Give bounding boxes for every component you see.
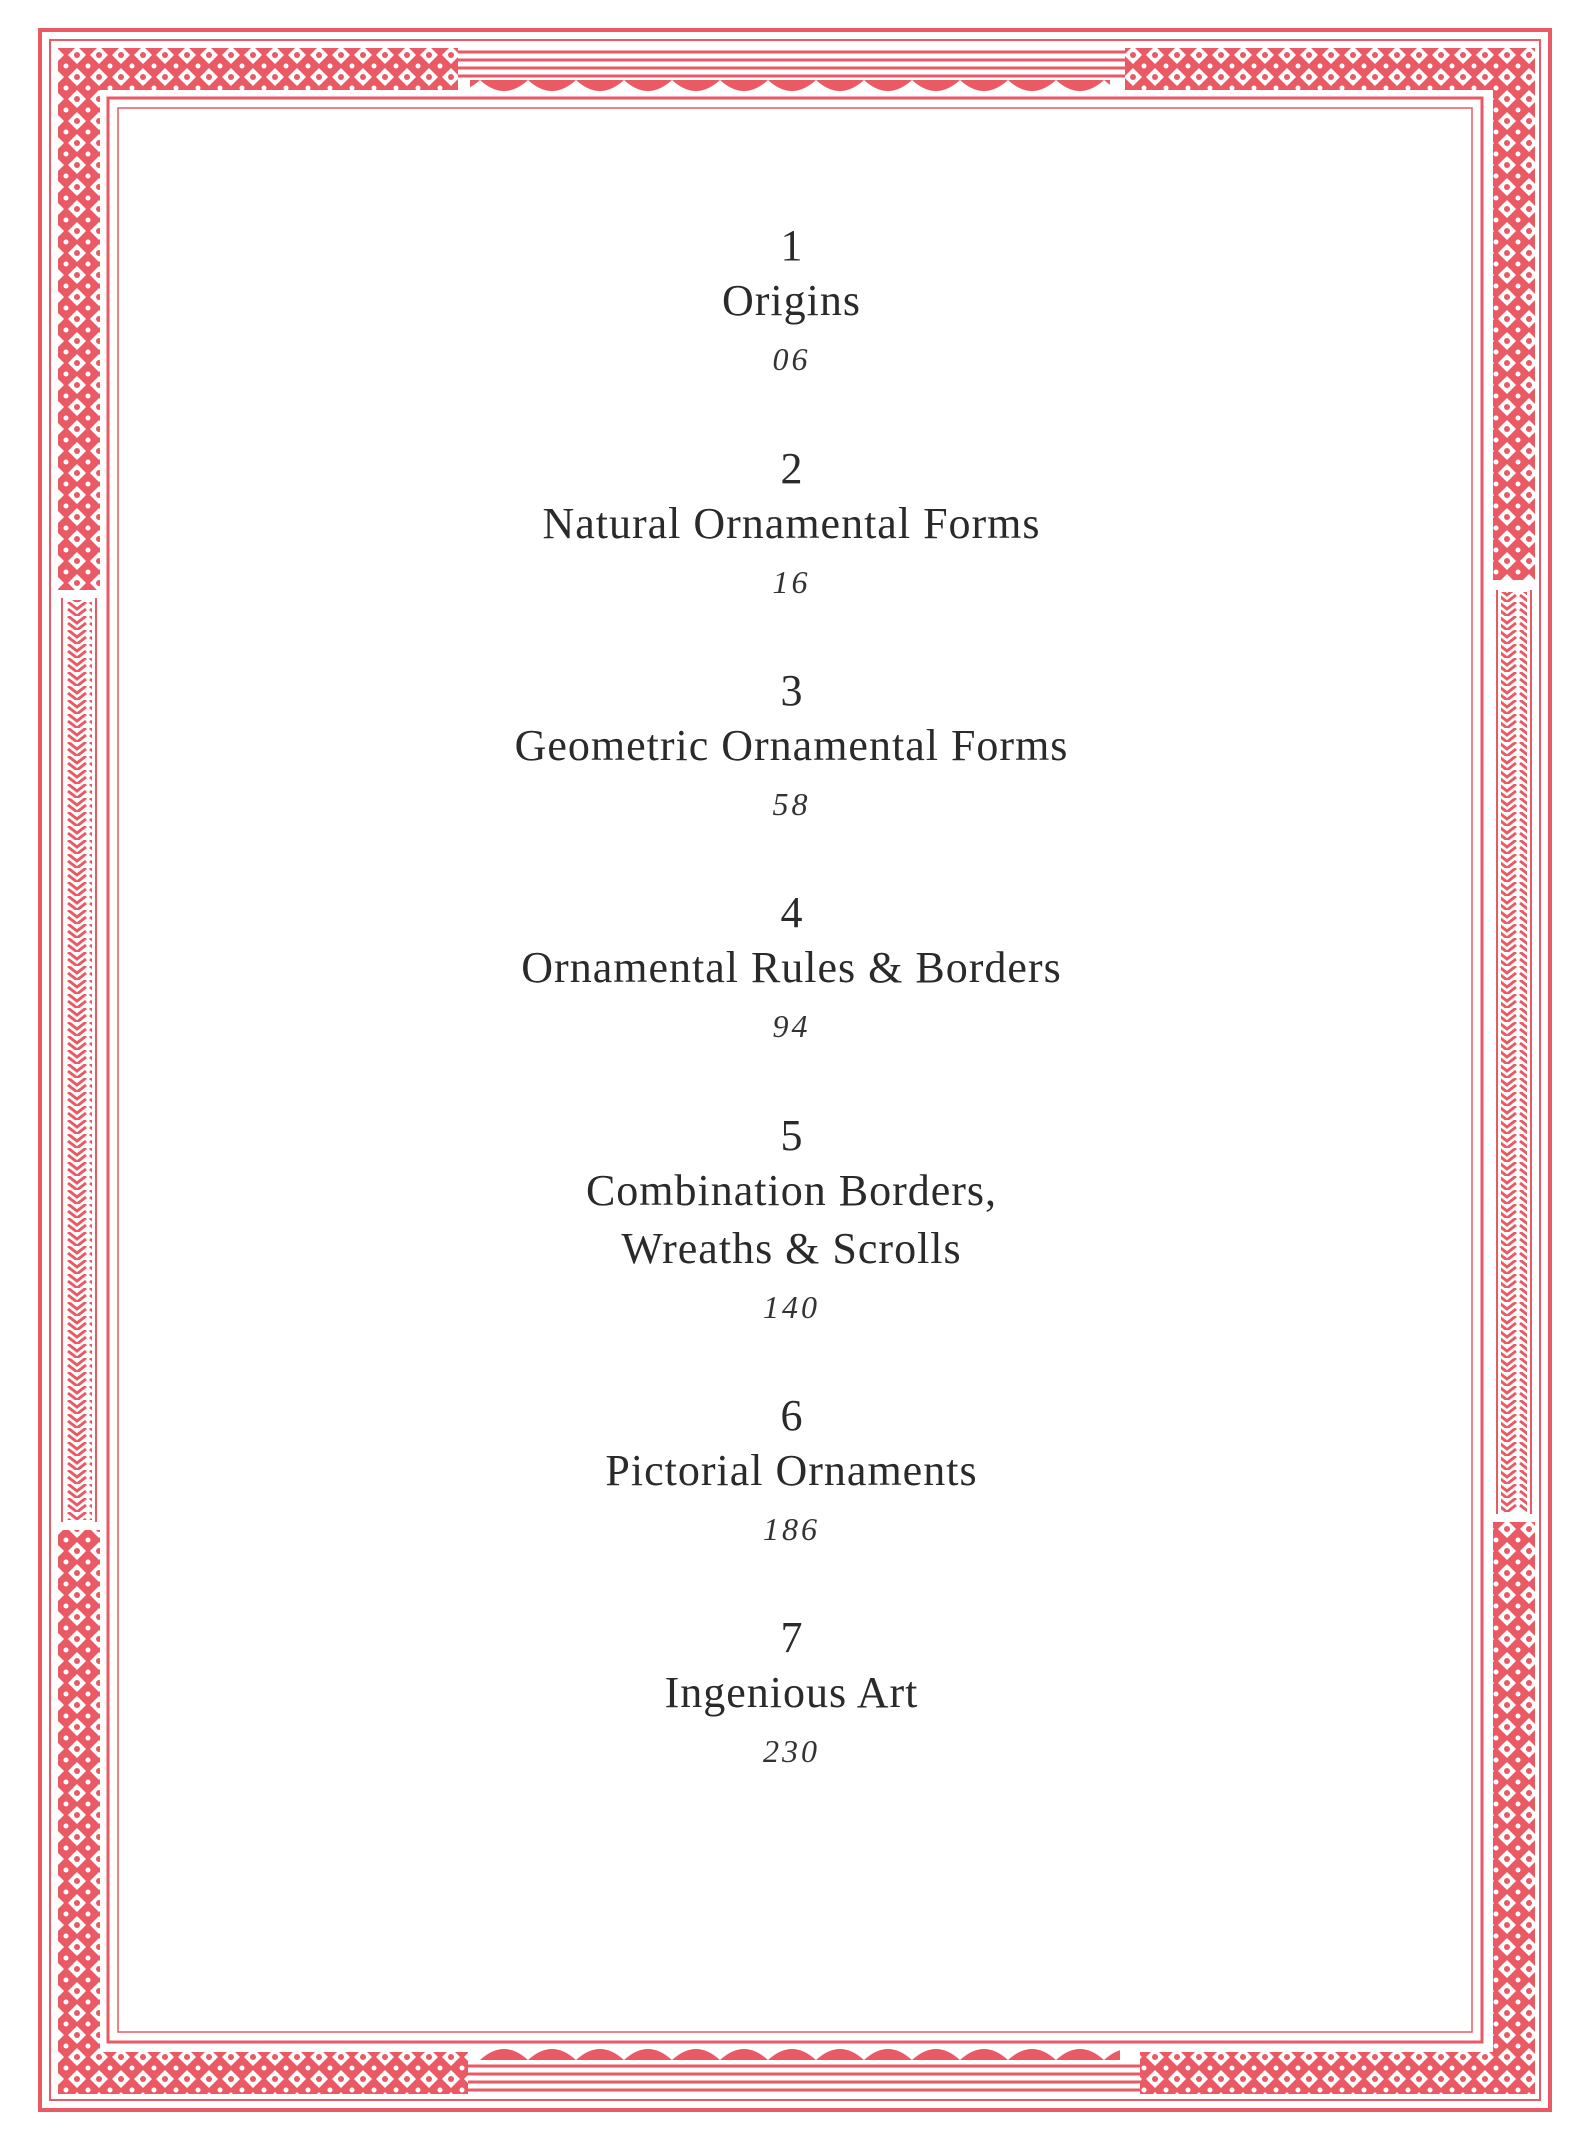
chapter-number: 2 bbox=[780, 444, 803, 493]
chapter-number: 7 bbox=[780, 1613, 803, 1662]
toc-entry-6[interactable] bbox=[0, 1390, 1583, 1554]
chapter-number: 3 bbox=[780, 666, 803, 715]
chapter-page-number: 06 bbox=[772, 341, 811, 377]
chapter-title-line-2: Wreaths & Scrolls bbox=[621, 1224, 962, 1273]
chapter-title: Pictorial Ornaments bbox=[605, 1446, 978, 1495]
chapter-page-number: 230 bbox=[763, 1733, 820, 1769]
chapter-number: 1 bbox=[780, 221, 803, 270]
toc-entry-7[interactable] bbox=[0, 1612, 1583, 1776]
chapter-page-number: 186 bbox=[763, 1511, 820, 1547]
chapter-title-line-1: Combination Borders, bbox=[585, 1166, 998, 1215]
toc-entry-5[interactable] bbox=[0, 1110, 1583, 1332]
toc-entry-1[interactable] bbox=[0, 220, 1583, 384]
chapter-title: Natural Ornamental Forms bbox=[542, 499, 1041, 548]
toc-entry-2[interactable] bbox=[0, 443, 1583, 607]
chapter-page-number: 140 bbox=[763, 1289, 820, 1325]
chapter-number: 4 bbox=[780, 888, 803, 937]
chapter-title: Origins bbox=[722, 276, 861, 325]
chapter-number: 6 bbox=[780, 1391, 803, 1440]
chapter-page-number: 58 bbox=[772, 786, 811, 822]
toc-entry-4[interactable] bbox=[0, 887, 1583, 1051]
chapter-number: 5 bbox=[780, 1111, 803, 1160]
chapter-title: Geometric Ornamental Forms bbox=[514, 721, 1069, 770]
chapter-title: Ingenious Art bbox=[664, 1668, 919, 1717]
chapter-title: Ornamental Rules & Borders bbox=[521, 943, 1062, 992]
toc-entry-3[interactable] bbox=[0, 665, 1583, 829]
chapter-page-number: 16 bbox=[772, 564, 811, 600]
chapter-page-number: 94 bbox=[772, 1008, 811, 1044]
